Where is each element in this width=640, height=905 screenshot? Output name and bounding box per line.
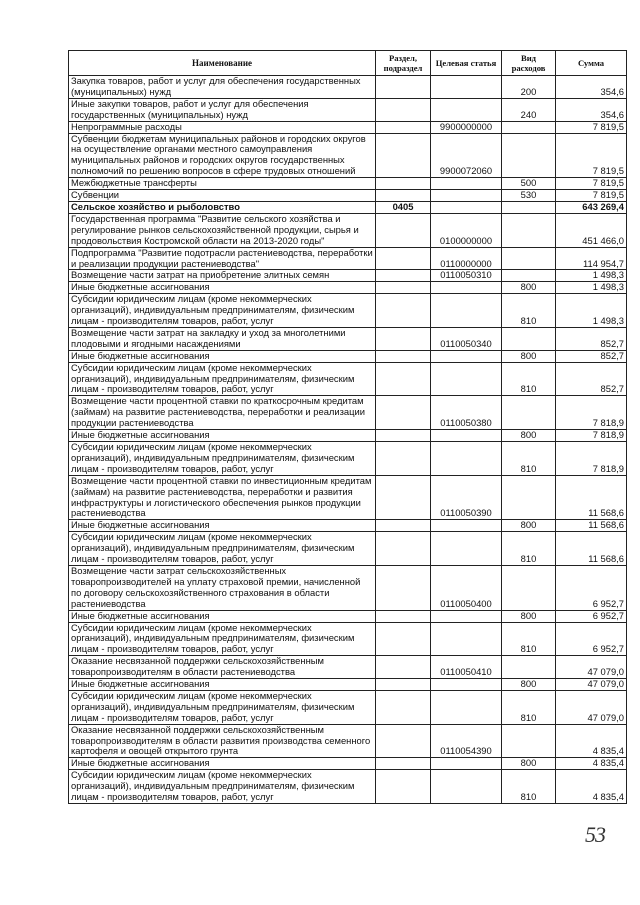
- row-type: 810: [502, 294, 556, 328]
- row-name: Возмещение части затрат на закладку и уход за многолетними плодовыми и ягодными насаждениями: [69, 327, 376, 350]
- row-type: 240: [502, 98, 556, 121]
- row-sum: 1 498,3: [556, 270, 627, 282]
- row-section: [376, 121, 431, 133]
- row-type: [502, 475, 556, 520]
- row-name: Иные бюджетные ассигнования: [69, 282, 376, 294]
- row-name: Оказание несвязанной поддержки сельскохозяйственным товаропроизводителям в области развития производства семенного картофеля и овощей открытого грунта: [69, 724, 376, 758]
- row-sum: 7 819,5: [556, 190, 627, 202]
- row-name: Субвенции: [69, 190, 376, 202]
- row-target: 0110050410: [431, 656, 502, 679]
- row-sum: 47 079,0: [556, 690, 627, 724]
- row-section: [376, 565, 431, 610]
- row-name: Иные бюджетные ассигнования: [69, 350, 376, 362]
- row-name: Иные бюджетные ассигнования: [69, 679, 376, 691]
- row-target: [431, 350, 502, 362]
- row-section: [376, 690, 431, 724]
- row-name: Государственная программа "Развитие сельского хозяйства и регулирование рынков сельскохозяйственной продукции, сырья и продовольствия Костромской области на 2013-2020 годы": [69, 213, 376, 247]
- row-section: [376, 520, 431, 532]
- row-name: Субсидии юридическим лицам (кроме некоммерческих организаций), индивидуальным предпринимателям, физическим лицам - производителям товаров, работ, услуг: [69, 690, 376, 724]
- row-section: [376, 282, 431, 294]
- header-name: Наименование: [69, 51, 376, 76]
- row-sum: 6 952,7: [556, 565, 627, 610]
- table-row: [69, 622, 627, 656]
- row-section: [376, 679, 431, 691]
- row-target: 0110050390: [431, 475, 502, 520]
- table-row: [69, 282, 627, 294]
- row-target: [431, 76, 502, 99]
- row-target: [431, 190, 502, 202]
- row-target: [431, 98, 502, 121]
- row-name: Иные бюджетные ассигнования: [69, 758, 376, 770]
- row-target: 0110050340: [431, 327, 502, 350]
- row-type: 500: [502, 178, 556, 190]
- row-section: [376, 350, 431, 362]
- row-target: 0110050310: [431, 270, 502, 282]
- table-row: [69, 724, 627, 758]
- row-sum: 852,7: [556, 350, 627, 362]
- row-type: 800: [502, 282, 556, 294]
- row-type: 800: [502, 350, 556, 362]
- row-sum: 11 568,6: [556, 475, 627, 520]
- row-target: [431, 532, 502, 566]
- row-type: 200: [502, 76, 556, 99]
- row-section: 0405: [376, 201, 431, 213]
- header-sum: Сумма: [556, 51, 627, 76]
- row-target: 9900000000: [431, 121, 502, 133]
- row-type: 800: [502, 758, 556, 770]
- table-row: [69, 396, 627, 430]
- table-body: [69, 76, 627, 804]
- row-type: [502, 133, 556, 178]
- row-sum: 7 819,5: [556, 121, 627, 133]
- row-name: Субвенции бюджетам муниципальных районов и городских округов на осуществление органами местного самоуправления муниципальных районов и городских округов государственных полномочий по решению вопросов в сфере трудовых отношений: [69, 133, 376, 178]
- header-section: Раздел, подраздел: [376, 51, 431, 76]
- table-row: [69, 294, 627, 328]
- row-sum: 4 835,4: [556, 770, 627, 804]
- row-section: [376, 622, 431, 656]
- table-row: [69, 520, 627, 532]
- row-target: 0110054390: [431, 724, 502, 758]
- row-name: Оказание несвязанной поддержки сельскохозяйственным товаропроизводителям в области растениеводства: [69, 656, 376, 679]
- row-type: [502, 656, 556, 679]
- table-row: [69, 76, 627, 99]
- row-type: 810: [502, 362, 556, 396]
- row-section: [376, 133, 431, 178]
- row-name: Субсидии юридическим лицам (кроме некоммерческих организаций), индивидуальным предпринимателям, физическим лицам - производителям товаров, работ, услуг: [69, 294, 376, 328]
- row-type: 810: [502, 690, 556, 724]
- table-row: [69, 247, 627, 270]
- row-section: [376, 430, 431, 442]
- row-sum: 7 818,9: [556, 442, 627, 476]
- row-target: 0100000000: [431, 213, 502, 247]
- row-sum: 4 835,4: [556, 724, 627, 758]
- row-section: [376, 610, 431, 622]
- row-target: [431, 622, 502, 656]
- row-sum: 7 818,9: [556, 396, 627, 430]
- table-row: [69, 350, 627, 362]
- table-row: [69, 690, 627, 724]
- table-row: [69, 679, 627, 691]
- row-section: [376, 327, 431, 350]
- row-name: Подпрограмма "Развитие подотрасли растениеводства, переработки и реализации продукции растениеводства": [69, 247, 376, 270]
- row-section: [376, 76, 431, 99]
- row-target: [431, 758, 502, 770]
- row-target: 0110050380: [431, 396, 502, 430]
- row-section: [376, 294, 431, 328]
- table-row: [69, 98, 627, 121]
- row-sum: 7 819,5: [556, 178, 627, 190]
- row-sum: 114 954,7: [556, 247, 627, 270]
- row-type: 800: [502, 679, 556, 691]
- budget-table: [68, 50, 627, 804]
- row-type: [502, 213, 556, 247]
- row-type: [502, 121, 556, 133]
- row-name: Иные бюджетные ассигнования: [69, 610, 376, 622]
- row-section: [376, 178, 431, 190]
- row-sum: 11 568,6: [556, 520, 627, 532]
- row-target: [431, 442, 502, 476]
- row-section: [376, 213, 431, 247]
- row-target: [431, 690, 502, 724]
- row-sum: 852,7: [556, 327, 627, 350]
- row-sum: 6 952,7: [556, 622, 627, 656]
- row-type: [502, 270, 556, 282]
- row-name: Непрограммные расходы: [69, 121, 376, 133]
- row-target: [431, 610, 502, 622]
- row-section: [376, 98, 431, 121]
- table-row: [69, 475, 627, 520]
- row-name: Субсидии юридическим лицам (кроме некоммерческих организаций), индивидуальным предпринимателям, физическим лицам - производителям товаров, работ, услуг: [69, 622, 376, 656]
- row-name: Межбюджетные трансферты: [69, 178, 376, 190]
- row-name: Субсидии юридическим лицам (кроме некоммерческих организаций), индивидуальным предпринимателям, физическим лицам - производителям товаров, работ, услуг: [69, 362, 376, 396]
- row-type: 810: [502, 770, 556, 804]
- row-type: [502, 247, 556, 270]
- row-type: 810: [502, 442, 556, 476]
- table-row: [69, 610, 627, 622]
- row-section: [376, 724, 431, 758]
- table-row: [69, 201, 627, 213]
- row-sum: 47 079,0: [556, 656, 627, 679]
- page-number: 53: [585, 822, 605, 847]
- table-row: [69, 270, 627, 282]
- row-name: Иные бюджетные ассигнования: [69, 430, 376, 442]
- row-sum: 354,6: [556, 76, 627, 99]
- row-section: [376, 247, 431, 270]
- row-target: 0110050400: [431, 565, 502, 610]
- row-type: [502, 396, 556, 430]
- row-type: [502, 201, 556, 213]
- table-row: [69, 656, 627, 679]
- row-sum: 11 568,6: [556, 532, 627, 566]
- row-name: Возмещение части затрат сельскохозяйственных товаропроизводителей на уплату страховой премии, начисленной по договору сельскохозяйственного страхования в области растениеводства: [69, 565, 376, 610]
- row-sum: 852,7: [556, 362, 627, 396]
- row-name: Возмещение части процентной ставки по инвестиционным кредитам (займам) на развитие растениеводства, переработки и развития инфраструктуры и логистического обеспечения рынков продукции растениеводства: [69, 475, 376, 520]
- table-row: [69, 442, 627, 476]
- table-row: [69, 190, 627, 202]
- row-target: [431, 362, 502, 396]
- row-target: [431, 294, 502, 328]
- table-row: [69, 362, 627, 396]
- row-section: [376, 270, 431, 282]
- row-type: [502, 565, 556, 610]
- row-section: [376, 190, 431, 202]
- row-section: [376, 656, 431, 679]
- row-type: 800: [502, 610, 556, 622]
- row-sum: 451 466,0: [556, 213, 627, 247]
- row-type: 530: [502, 190, 556, 202]
- table-row: [69, 532, 627, 566]
- table-row: [69, 565, 627, 610]
- header-type: Вид расходов: [502, 51, 556, 76]
- row-target: [431, 282, 502, 294]
- row-name: Субсидии юридическим лицам (кроме некоммерческих организаций), индивидуальным предпринимателям, физическим лицам - производителям товаров, работ, услуг: [69, 770, 376, 804]
- row-name: Сельское хозяйство и рыболовство: [69, 201, 376, 213]
- row-target: 0110000000: [431, 247, 502, 270]
- row-target: [431, 430, 502, 442]
- row-section: [376, 475, 431, 520]
- row-section: [376, 442, 431, 476]
- row-name: Возмещение части затрат на приобретение элитных семян: [69, 270, 376, 282]
- row-target: [431, 679, 502, 691]
- table-row: [69, 770, 627, 804]
- table-row: [69, 327, 627, 350]
- row-sum: 4 835,4: [556, 758, 627, 770]
- row-sum: 7 819,5: [556, 133, 627, 178]
- row-sum: 643 269,4: [556, 201, 627, 213]
- row-name: Закупка товаров, работ и услуг для обеспечения государственных (муниципальных) нужд: [69, 76, 376, 99]
- row-target: [431, 201, 502, 213]
- row-target: [431, 520, 502, 532]
- table-row: [69, 213, 627, 247]
- row-section: [376, 396, 431, 430]
- row-type: 800: [502, 430, 556, 442]
- row-sum: 1 498,3: [556, 282, 627, 294]
- row-sum: 1 498,3: [556, 294, 627, 328]
- table-header-row: [69, 51, 627, 76]
- header-target: Целевая статья: [431, 51, 502, 76]
- row-sum: 47 079,0: [556, 679, 627, 691]
- table-row: [69, 758, 627, 770]
- row-name: Иные бюджетные ассигнования: [69, 520, 376, 532]
- row-type: [502, 724, 556, 758]
- row-type: [502, 327, 556, 350]
- table-row: [69, 133, 627, 178]
- row-type: 810: [502, 532, 556, 566]
- row-name: Субсидии юридическим лицам (кроме некоммерческих организаций), индивидуальным предпринимателям, физическим лицам - производителям товаров, работ, услуг: [69, 442, 376, 476]
- row-section: [376, 770, 431, 804]
- row-type: 810: [502, 622, 556, 656]
- row-section: [376, 758, 431, 770]
- table-row: [69, 121, 627, 133]
- row-section: [376, 362, 431, 396]
- table-row: [69, 178, 627, 190]
- row-sum: 7 818,9: [556, 430, 627, 442]
- row-sum: 6 952,7: [556, 610, 627, 622]
- table-row: [69, 430, 627, 442]
- row-target: [431, 178, 502, 190]
- row-name: Иные закупки товаров, работ и услуг для обеспечения государственных (муниципальных) нужд: [69, 98, 376, 121]
- row-section: [376, 532, 431, 566]
- row-name: Возмещение части процентной ставки по краткосрочным кредитам (займам) на развитие растениеводства, переработки и реализации продукции растениеводства: [69, 396, 376, 430]
- row-target: 9900072060: [431, 133, 502, 178]
- row-type: 800: [502, 520, 556, 532]
- row-name: Субсидии юридическим лицам (кроме некоммерческих организаций), индивидуальным предпринимателям, физическим лицам - производителям товаров, работ, услуг: [69, 532, 376, 566]
- row-target: [431, 770, 502, 804]
- row-sum: 354,6: [556, 98, 627, 121]
